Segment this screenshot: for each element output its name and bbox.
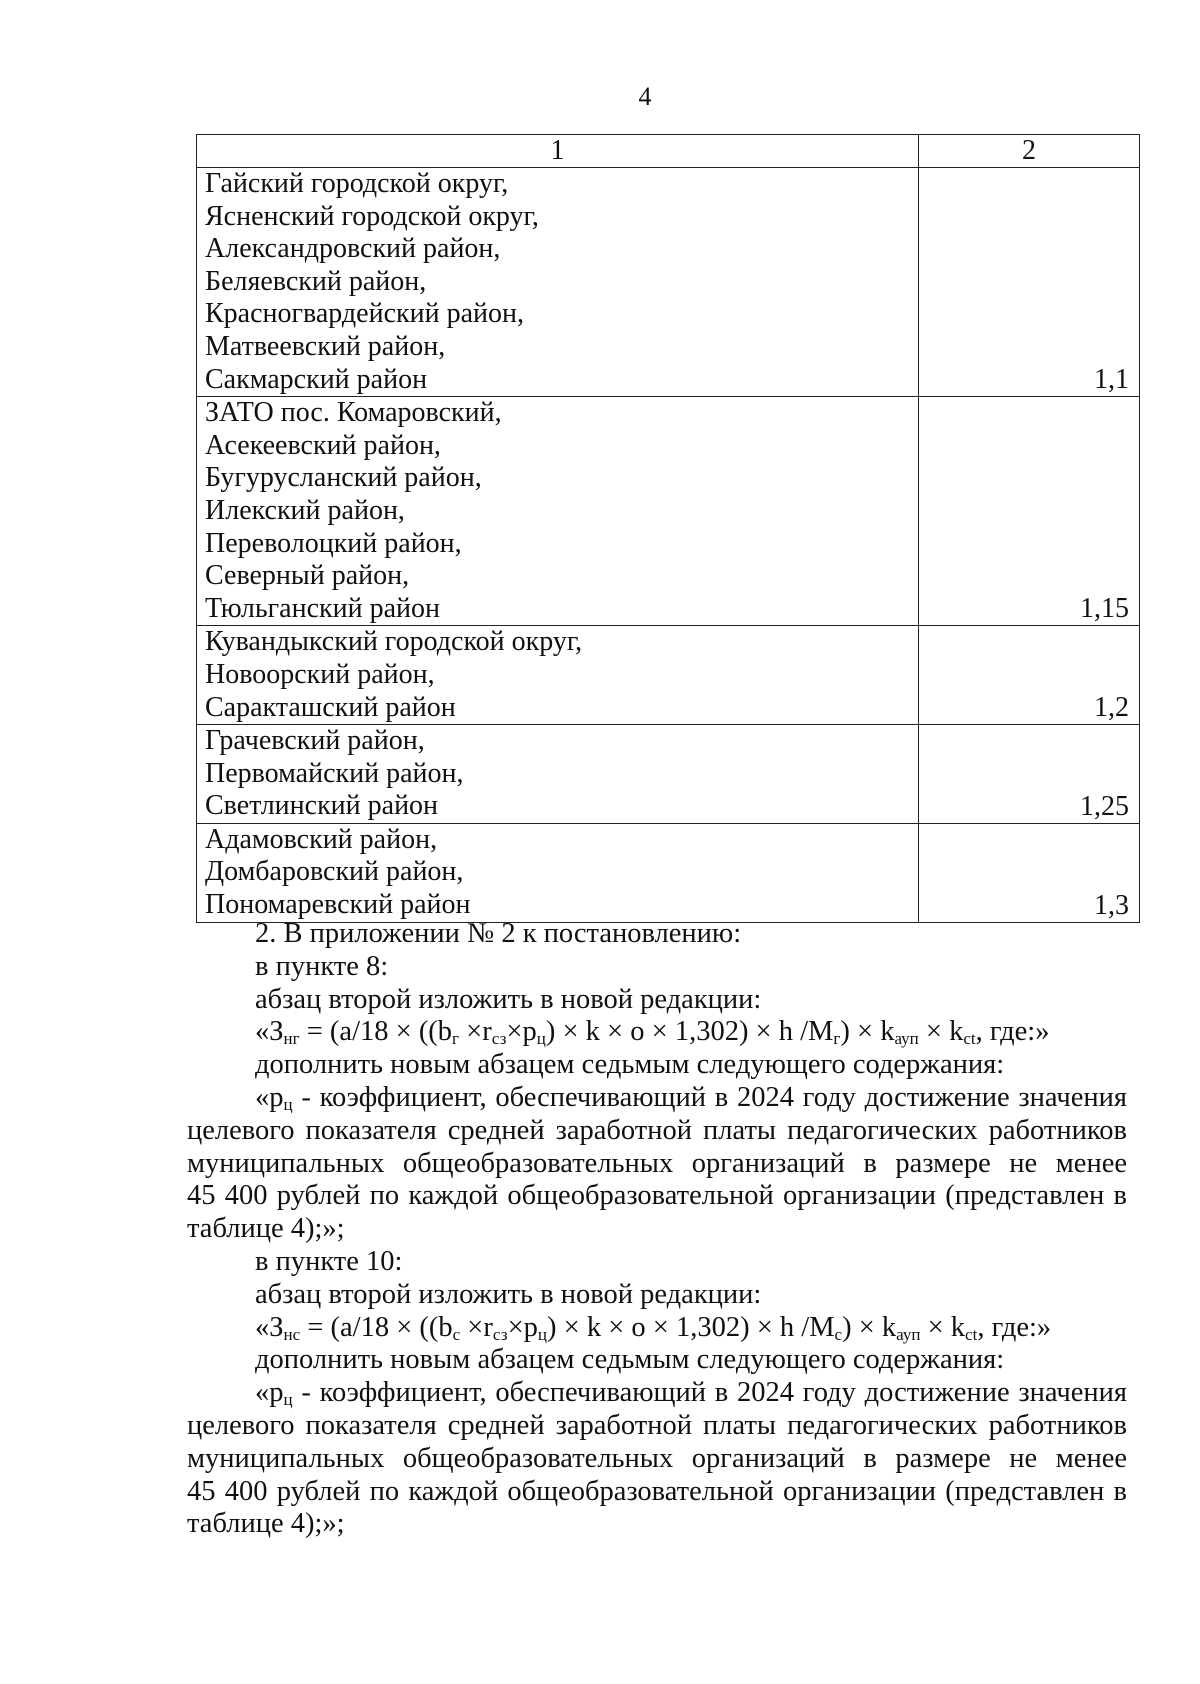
quote-2-line: целевого показателя средней заработной платы педагогических работников [187,1409,1127,1441]
district-name: Светлинский район [205,790,439,822]
paragraph-point-8: в пункте 8: [255,950,389,982]
district-name: Бугурусланский район, [205,462,482,494]
paragraph-appendix: 2. В приложении № 2 к постановлению: [255,918,742,949]
table-header-row [197,135,1140,168]
quote-2-last-line: таблице 4);»; [187,1508,345,1540]
district-name: Переволоцкий район, [205,527,462,559]
district-name: Кувандыкский городской округ, [205,626,583,658]
district-names-cell [197,725,919,824]
formula-z-ns: «$З_{нс} = (a/18 \times ((b_с \times r_{сз}\times p_ц) \times k \times o \times 1,302) \times h$ $/M_с) \times k_{ауп} \times k_{ct}$, где:» [255,1311,1052,1344]
district-name: Северный район, [205,560,410,592]
district-name: Домбаровский район, [205,856,464,888]
district-name: Тюльганский район [205,592,440,624]
table-row [197,823,1140,922]
coefficient-table [196,134,1140,923]
quote-1-line: муниципальных общеобразовательных организаций в размере не менее [187,1147,1127,1179]
district-name: ЗАТО пос. Комаровский, [205,397,502,429]
document-body [187,918,1127,1541]
table-row [197,397,1140,626]
district-name: Ясненский городской округ, [205,200,539,232]
district-name: Беляевский район, [205,265,427,297]
district-name: Новоорский район, [205,658,435,690]
district-name: Адамовский район, [205,823,438,855]
coefficient-value: 1,2 [919,626,1140,725]
table-row [197,168,1140,397]
coefficient-value: 1,1 [919,168,1140,397]
paragraph-edit-8: абзац второй изложить в новой редакции: [255,983,762,1015]
paragraph-add-10: дополнить новым абзацем седьмым следующего содержания: [255,1344,1005,1376]
district-name: Красногвардейский район, [205,298,524,330]
quote-2-first-line: «$p_ц$ - коэффициент, обеспечивающий в 2024 году достижение значения [255,1377,1127,1410]
district-name: Пономаревский район [205,889,471,921]
district-name: Асекеевский район, [205,429,441,461]
district-names-cell [197,397,919,626]
district-name: Грачевский район, [205,725,425,757]
district-name: Саракташский район [205,691,456,723]
paragraph-add-8: дополнить новым абзацем седьмым следующего содержания: [255,1049,1005,1081]
table-row [197,626,1140,725]
paragraph-edit-10: абзац второй изложить в новой редакции: [255,1278,762,1310]
page-number: 4 [638,82,652,111]
coefficient-value: 1,3 [919,823,1140,922]
district-name: Первомайский район, [205,757,464,789]
quote-1-line: целевого показателя средней заработной платы педагогических работников [187,1114,1127,1146]
quote-1-first-line: «$p_ц$ - коэффициент, обеспечивающий в 2024 году достижение значения [255,1081,1127,1114]
district-name: Матвеевский район, [205,330,446,362]
quote-2-line: муниципальных общеобразовательных организаций в размере не менее [187,1442,1127,1474]
district-name: Илекский район, [205,494,405,526]
paragraph-point-10: в пункте 10: [255,1245,403,1277]
district-names-cell [197,626,919,725]
quote-2-line: 45 400 рублей по каждой общеобразовательной организации (представлен в [187,1475,1127,1507]
header-col-2: 2 [919,135,1140,168]
coefficient-value: 1,25 [919,725,1140,824]
formula-z-ng: «$З_{нг} = (a/18 \times ((b_г \times r_{сз}\times p_ц) \times k \times o \times 1,302) \times h$ $/M_г) \times k_{ауп} \times k_{ct}$, где:» [255,1016,1050,1049]
district-name: Гайский городской округ, [205,168,509,199]
quote-1-line: 45 400 рублей по каждой общеобразовательной организации (представлен в [187,1180,1127,1212]
district-names-cell [197,168,919,397]
district-names-cell [197,823,919,922]
quote-1-last-line: таблице 4);»; [187,1213,345,1245]
table-row [197,725,1140,824]
coefficient-value: 1,15 [919,397,1140,626]
header-col-1: 1 [197,135,919,168]
district-name: Александровский район, [205,233,501,265]
district-name: Сакмарский район [205,363,428,395]
